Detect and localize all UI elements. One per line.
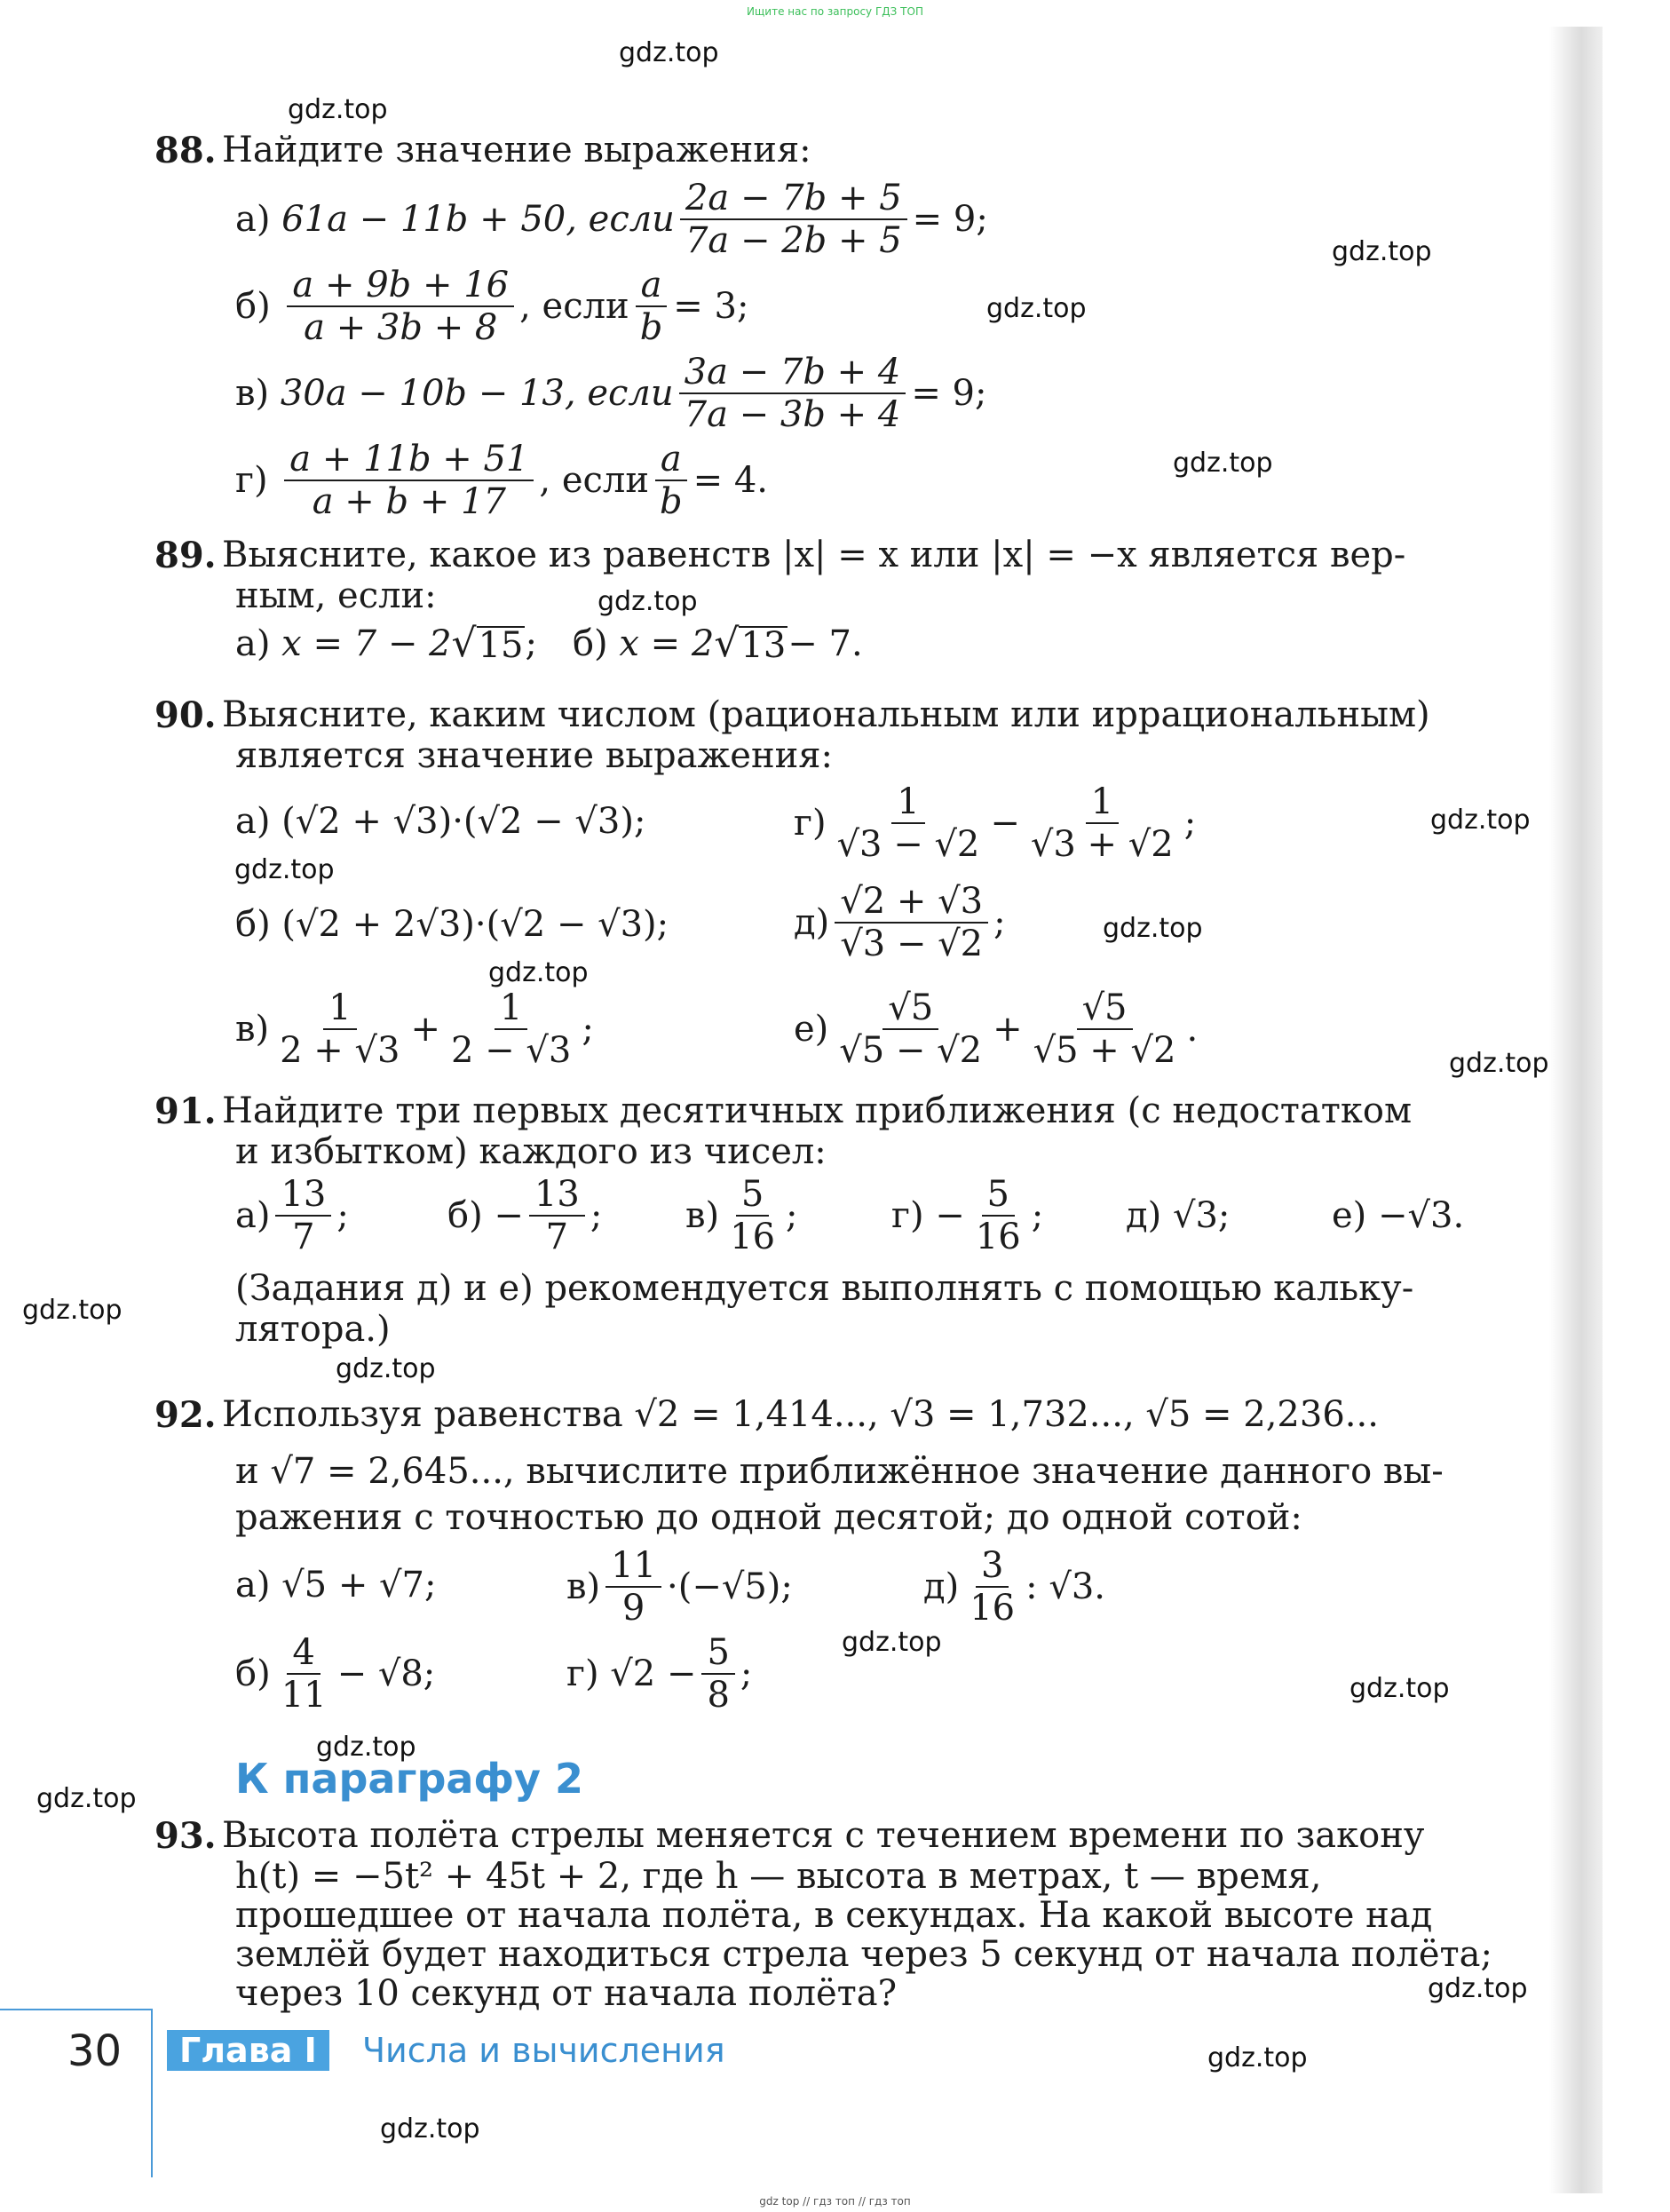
item-label: д)	[1126, 1195, 1162, 1236]
item-label: а)	[235, 623, 271, 664]
numerator: a	[655, 439, 687, 481]
watermark: gdz.top	[36, 1783, 137, 1814]
denominator: 8	[707, 1675, 730, 1716]
denominator: 16	[970, 1588, 1016, 1629]
item-label: д)	[794, 902, 830, 943]
item-label: а)	[235, 801, 271, 842]
expression: ;	[1183, 803, 1197, 844]
expression: √5 + √7;	[281, 1565, 437, 1605]
problem-93-line3: прошедшее от начала полёта, в секундах. На какой высоте над	[235, 1895, 1433, 1936]
item-label: б)	[572, 623, 608, 664]
problem-number: 92.	[154, 1394, 217, 1436]
problem-number: 90.	[154, 694, 217, 736]
item-label: а)	[235, 1565, 271, 1605]
expression: ;	[590, 1195, 603, 1236]
watermark: gdz.top	[986, 293, 1087, 324]
section-title: К параграфу 2	[235, 1755, 584, 1803]
problem-92-d	[923, 1545, 1105, 1629]
radical: √ 13	[714, 621, 787, 666]
problem-91-b	[447, 1174, 602, 1257]
expression: ;	[740, 1653, 753, 1694]
problem-88-d	[235, 439, 768, 522]
problem-92-c	[566, 1545, 793, 1629]
watermark: gdz.top	[336, 1353, 436, 1384]
watermark: gdz.top	[288, 94, 388, 125]
numerator: 5	[982, 1174, 1015, 1217]
problem-number: 91.	[154, 1090, 217, 1132]
problem-89-heading	[154, 535, 1406, 576]
problem-88-heading	[154, 130, 811, 171]
expression: (√2 + 2√3)·(√2 − √3);	[281, 904, 669, 945]
fraction	[446, 987, 576, 1071]
problem-92-b	[235, 1632, 435, 1716]
operator: +	[993, 1009, 1023, 1050]
fraction	[835, 881, 988, 964]
numerator: 4	[287, 1632, 320, 1675]
expression: −√3.	[1378, 1195, 1465, 1236]
fraction	[275, 1174, 331, 1257]
problem-number: 88.	[154, 130, 217, 171]
problem-90-a	[235, 801, 645, 842]
chapter-label: Глава I	[167, 2030, 329, 2071]
operator: +	[410, 1009, 440, 1050]
item-label: в)	[566, 1566, 601, 1607]
watermark: gdz.top	[234, 854, 335, 885]
denominator: 2 − √3	[450, 1030, 572, 1071]
watermark: gdz.top	[380, 2113, 480, 2145]
expression: √3;	[1172, 1195, 1231, 1236]
problem-number: 89.	[154, 535, 217, 576]
denominator: 2 + √3	[280, 1030, 400, 1071]
item-label: в)	[235, 373, 270, 414]
problem-90-heading	[154, 694, 1430, 736]
footer-rule-vertical	[151, 2009, 153, 2177]
expression: ;	[1031, 1195, 1044, 1236]
numerator: 1	[891, 781, 924, 824]
expression: √2 −	[610, 1653, 697, 1694]
expression: ·(−√5);	[667, 1566, 793, 1607]
watermark: gdz.top	[598, 586, 698, 617]
problem-93-heading	[154, 1815, 1425, 1857]
fraction	[832, 781, 985, 865]
problem-text: Выясните, какое из равенств |x| = x или |x| = −x является вер-	[222, 535, 1406, 575]
item-label: в)	[685, 1195, 720, 1236]
denominator: 7	[545, 1217, 569, 1257]
fraction	[605, 1545, 661, 1629]
item-label: г)	[794, 803, 827, 844]
numerator: 5	[736, 1174, 769, 1217]
watermark: gdz.top	[1103, 913, 1203, 944]
item-label: г)	[891, 1195, 924, 1236]
numerator: 2a − 7b + 5	[680, 178, 907, 220]
expression: : √3.	[1025, 1566, 1105, 1607]
denominator: b	[660, 481, 683, 522]
problem-90-d	[794, 881, 1006, 964]
denominator: 16	[975, 1217, 1021, 1257]
problem-91-g	[891, 1174, 1043, 1257]
problem-text: Найдите значение выражения:	[222, 130, 811, 170]
denominator: 9	[621, 1588, 645, 1629]
problem-91-note: (Задания д) и е) рекомендуется выполнять с помощью кальку-	[235, 1268, 1414, 1309]
fraction	[701, 1632, 734, 1716]
page-edge-shadow	[1549, 27, 1603, 2193]
problem-93-line5: через 10 секунд от начала полёта?	[235, 1973, 898, 2014]
item-label: б)	[235, 904, 271, 945]
item-label: г)	[566, 1653, 599, 1694]
radical: √ 15	[451, 621, 524, 666]
watermark: gdz.top	[1430, 805, 1531, 836]
denominator: √5 + √2	[1033, 1030, 1176, 1071]
fraction	[1025, 781, 1179, 865]
expression: ;	[993, 902, 1006, 943]
problem-90-g	[794, 781, 1196, 865]
expression: x = 7 − 2	[281, 623, 452, 664]
numerator: a + 9b + 16	[287, 265, 514, 307]
item-label: а)	[235, 1195, 271, 1236]
problem-91-c	[685, 1174, 798, 1257]
item-label: б)	[235, 286, 271, 327]
problem-number: 93.	[154, 1815, 217, 1857]
numerator: a	[636, 265, 668, 307]
denominator: a + 3b + 8	[304, 307, 498, 348]
watermark: gdz.top	[316, 1732, 416, 1763]
denominator: 11	[281, 1675, 327, 1716]
problem-92-line3: ражения с точностью до одной десятой; до одной сотой:	[235, 1497, 1302, 1538]
expression: = 9;	[912, 199, 988, 240]
denominator: √3 + √2	[1030, 824, 1174, 865]
watermark: gdz.top	[1349, 1673, 1450, 1704]
expression: = 9;	[911, 373, 987, 414]
problem-91-e	[1332, 1195, 1464, 1236]
problem-91-line2: и избытком) каждого из чисел:	[235, 1131, 827, 1172]
numerator: 13	[529, 1174, 585, 1217]
fraction	[724, 1174, 780, 1257]
expression: ;	[582, 1009, 594, 1050]
problem-88-b	[235, 265, 748, 348]
problem-90-e	[794, 987, 1198, 1071]
bottom-banner: gdz top // гдз топ // гдз топ	[759, 2195, 911, 2208]
problem-88-a	[235, 178, 988, 261]
problem-90-line2: является значение выражения:	[235, 735, 834, 776]
denominator: 16	[730, 1217, 776, 1257]
chapter-title: Числа и вычисления	[362, 2031, 725, 2070]
fraction	[970, 1174, 1026, 1257]
fraction	[287, 265, 514, 348]
denominator: √3 − √2	[840, 924, 984, 964]
fraction	[529, 1174, 585, 1257]
numerator: 3	[976, 1545, 1009, 1588]
fraction	[274, 987, 405, 1071]
problem-92-g	[566, 1632, 752, 1716]
fraction	[276, 1632, 332, 1716]
problem-88-c	[235, 352, 986, 435]
watermark: gdz.top	[22, 1295, 123, 1326]
expression: ;	[786, 1195, 798, 1236]
operator: −	[935, 1195, 965, 1236]
problem-93-line2: h(t) = −5t² + 45t + 2, где h — высота в метрах, t — время,	[235, 1856, 1322, 1897]
problem-92-line2: и √7 = 2,645..., вычислите приближённое значение данного вы-	[235, 1451, 1444, 1492]
denominator: 7	[292, 1217, 315, 1257]
item-label: е)	[794, 1009, 829, 1050]
watermark: gdz.top	[1332, 236, 1432, 267]
problem-text: Найдите три первых десятичных приближения (с недостатком	[222, 1090, 1413, 1131]
numerator: 1	[495, 987, 527, 1030]
watermark: gdz.top	[1207, 2042, 1308, 2073]
watermark: gdz.top	[1173, 448, 1273, 479]
item-label: б)	[235, 1653, 271, 1694]
footer-rule	[0, 2009, 153, 2010]
watermark: gdz.top	[1428, 1973, 1528, 2004]
problem-92-heading	[154, 1394, 1379, 1436]
numerator: 13	[275, 1174, 331, 1217]
expression: x = 2	[619, 623, 715, 664]
fraction	[834, 987, 987, 1071]
watermark: gdz.top	[1449, 1048, 1549, 1079]
operator: −	[990, 803, 1020, 844]
fraction	[679, 352, 906, 435]
problem-91-note-2: лятора.)	[235, 1309, 391, 1350]
radicand: 13	[740, 625, 787, 666]
problem-89-items	[235, 623, 863, 664]
denominator: √5 − √2	[839, 1030, 983, 1071]
denominator: a + b + 17	[312, 481, 506, 522]
radicand: 15	[478, 625, 524, 666]
expression: ;	[525, 623, 537, 664]
fraction	[1028, 987, 1182, 1071]
expression: (√2 + √3)·(√2 − √3);	[281, 801, 646, 842]
numerator: 3a − 7b + 4	[679, 352, 906, 394]
problem-91-a	[235, 1174, 349, 1257]
numerator: √2 + √3	[835, 881, 988, 924]
expression: 30a − 10b − 13, если	[280, 373, 674, 414]
problem-91-d	[1126, 1195, 1230, 1236]
item-label: д)	[923, 1566, 960, 1607]
expression: .	[1186, 1009, 1199, 1050]
operator: −	[494, 1195, 524, 1236]
fraction	[284, 439, 534, 522]
expression: 61a − 11b + 50, если	[281, 199, 675, 240]
expression: , если	[519, 286, 629, 327]
expression: = 4.	[693, 460, 769, 501]
fraction	[964, 1545, 1020, 1629]
numerator: 5	[701, 1632, 734, 1675]
problem-91-heading	[154, 1090, 1413, 1132]
denominator: 7a − 3b + 4	[684, 394, 901, 435]
numerator: √5	[1077, 987, 1133, 1030]
denominator: √3 − √2	[836, 824, 980, 865]
watermark: gdz.top	[842, 1627, 942, 1658]
expression: , если	[539, 460, 649, 501]
problem-text: Используя равенства √2 = 1,414..., √3 = 1,732..., √5 = 2,236...	[222, 1394, 1379, 1435]
numerator: 11	[605, 1545, 661, 1588]
expression: = 3;	[673, 286, 749, 327]
fraction	[654, 439, 688, 522]
expression: ;	[336, 1195, 349, 1236]
item-label: б)	[447, 1195, 483, 1236]
problem-text: Высота полёта стрелы меняется с течением времени по закону	[222, 1815, 1425, 1856]
watermark: gdz.top	[488, 957, 589, 988]
watermark: gdz.top	[619, 37, 719, 68]
item-label: е)	[1332, 1195, 1367, 1236]
top-banner: Ищите нас по запросу ГДЗ ТОП	[747, 5, 923, 18]
item-label: г)	[235, 460, 268, 501]
numerator: 1	[1086, 781, 1119, 824]
problem-90-b	[235, 904, 669, 945]
problem-92-a	[235, 1565, 436, 1605]
expression: − √8;	[336, 1653, 436, 1694]
fraction	[680, 178, 907, 261]
item-label: а)	[235, 199, 271, 240]
page-number: 30	[67, 2026, 123, 2076]
problem-89-line2: ным, если:	[235, 575, 437, 616]
problem-90-c	[235, 987, 594, 1071]
expression: − 7.	[788, 623, 863, 664]
numerator: √5	[882, 987, 938, 1030]
problem-93-line4: землёй будет находиться стрела через 5 секунд от начала полёта;	[235, 1934, 1492, 1975]
denominator: 7a − 2b + 5	[685, 220, 902, 261]
numerator: 1	[323, 987, 356, 1030]
fraction	[635, 265, 669, 348]
denominator: b	[639, 307, 663, 348]
problem-text: Выясните, каким числом (рациональным или иррациональным)	[222, 694, 1430, 735]
numerator: a + 11b + 51	[284, 439, 534, 481]
item-label: в)	[235, 1009, 270, 1050]
